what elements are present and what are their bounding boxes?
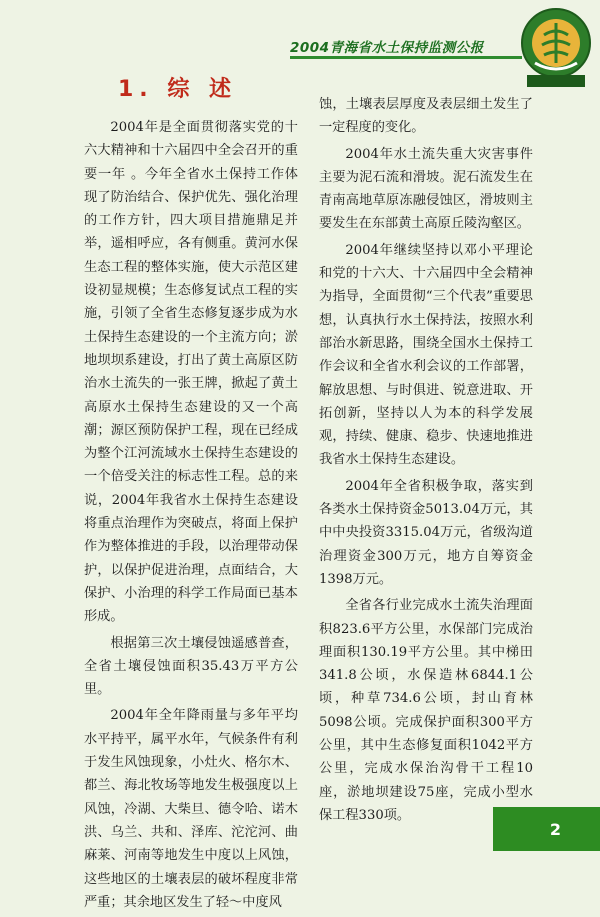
running-header bbox=[290, 36, 520, 70]
page-number-badge bbox=[493, 807, 600, 851]
paragraph: 根据第三次土壤侵蚀遥感普查，全省土壤侵蚀面积35.43万平方公里。 bbox=[84, 635, 298, 698]
right-text-column bbox=[319, 93, 533, 830]
paragraph: 2004年全省积极争取，落实到各类水土保持资金5013.04万元，其中中央投资3315.04万元，省级沟道治理资金300万元，地方自筹资金1398万元。 bbox=[319, 478, 533, 587]
paragraph: 2004年水土流失重大灾害事件主要为泥石流和滑坡。泥石流发生在青南高地草原冻融侵蚀区，滑坡则主要发生在东部黄土高原丘陵沟壑区。 bbox=[319, 146, 533, 232]
paragraph: 全省各行业完成水土流失治理面积823.6平方公里，水保部门完成治理面积130.19平方公里。其中梯田341.8公顷，水保造林6844.1公顷，种草734.6公顷，封山育林5098公顷。完成保护面积300平方公里，其中生态修复面积1042平方公里，完成水保治沟骨干工程10座，淤地坝建设75座，完成小型水保工程330项。 bbox=[319, 598, 533, 823]
report-title: 2004青海省水土保持监测公报 bbox=[290, 40, 484, 56]
left-text-column bbox=[84, 116, 298, 917]
paragraph: 2004年继续坚持以邓小平理论和党的十六大、十六届四中全会精神为指导，全面贯彻“三个代表”重要思想，认真执行水土保持法，按照水利部治水新思路，围绕全国水土保持工作会议和全省水利会议的工作部署，解放思想、与时俱进、锐意进取、开拓创新，坚持以人为本的科学发展观，持续、健康、稳步、快速地推进我省水土保持生态建设。 bbox=[319, 242, 533, 468]
header-divider bbox=[290, 56, 522, 59]
paragraph: 2004年全年降雨量与多年平均水平持平，属平水年，气候条件有利于发生风蚀现象，小灶火、格尔木、都兰、海北牧场等地发生极强度以上风蚀，冷湖、大柴旦、德令哈、诺木洪、乌兰、共和、泽库、沱沱河、曲麻莱、河南等地发生中度以上风蚀，这些地区的土壤表层的破坏程度非常严重；其余地区发生了轻～中度风 bbox=[84, 708, 298, 910]
paragraph-continued: 蚀，土壤表层厚度及表层细土发生了一定程度的变化。 bbox=[319, 97, 533, 136]
paragraph: 2004年是全面贯彻落实党的十六大精神和十六届四中全会召开的重要一年 。今年全省水土保持工作体现了防治结合、保护优先、强化治理的工作方针，四大项目措施鼎足并举，遥相呼应，各有侧重。黄河水保生态工程的整体实施，使大示范区建设初显规模；生态修复试点工程的实施，引领了全省生态修复逐步成为水土保持生态建设的一个主流方向；淤地坝坝系建设，打出了黄土高原区防治水土流失的一张王牌，掀起了黄土高原水土保持生态建设的又一个高潮；源区预防保护工程，现在已经成为整个江河流域水土保持生态建设的一个倍受关注的标志性工程。总的来说，2004年我省水土保持生态建设将重点治理作为突破点，将面上保护作为整体推进的手段，以治理带动保护，以保护促进治理，点面结合，大保护、小治理的科学工作局面已基本形成。 bbox=[84, 120, 298, 625]
page-number: 2 bbox=[549, 819, 562, 839]
section-title: 1. 综 述 bbox=[118, 77, 237, 102]
conservation-emblem-logo bbox=[517, 5, 595, 89]
